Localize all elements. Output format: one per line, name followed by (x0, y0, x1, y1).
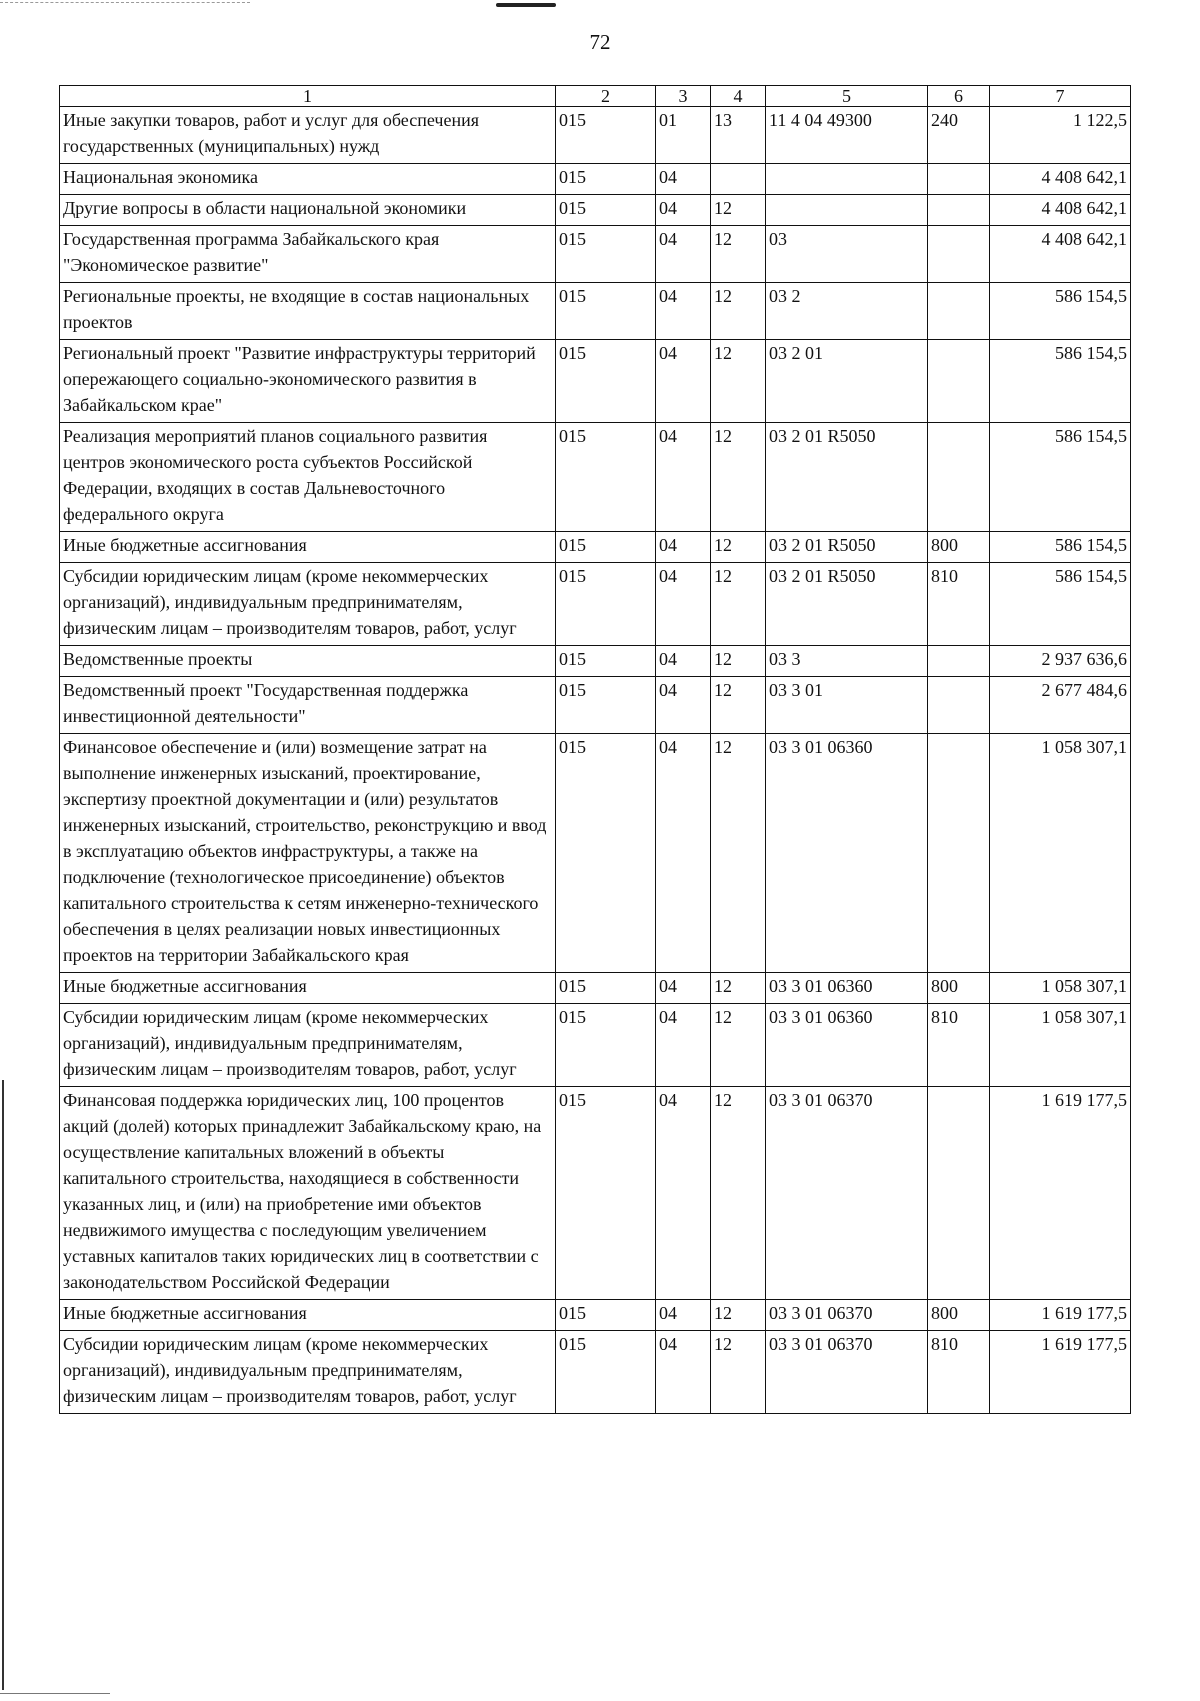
table-row (60, 734, 1131, 973)
target-article-cell: 03 3 01 06360 (766, 734, 928, 973)
target-article-cell: 03 3 01 06370 (766, 1300, 928, 1331)
target-article-cell: 03 3 01 06370 (766, 1087, 928, 1300)
admin-code-cell: 015 (556, 646, 656, 677)
amount-cell: 2 677 484,6 (990, 677, 1131, 734)
subsection-cell: 12 (711, 973, 766, 1004)
section-cell: 04 (656, 1331, 711, 1414)
target-article-cell: 03 2 01 R5050 (766, 532, 928, 563)
table-row (60, 677, 1131, 734)
table-row (60, 423, 1131, 532)
expense-type-cell (928, 226, 990, 283)
row-name-cell: Национальная экономика (60, 164, 556, 195)
amount-cell: 4 408 642,1 (990, 226, 1131, 283)
scan-artifact-left-edge (2, 1080, 4, 1690)
section-cell: 04 (656, 283, 711, 340)
admin-code-cell: 015 (556, 164, 656, 195)
subsection-cell: 12 (711, 532, 766, 563)
admin-code-cell: 015 (556, 1300, 656, 1331)
table-row (60, 195, 1131, 226)
table-row (60, 107, 1131, 164)
expense-type-cell (928, 677, 990, 734)
expense-type-cell: 800 (928, 1300, 990, 1331)
row-name-cell: Финансовая поддержка юридических лиц, 100 процентов акций (долей) которых принадлежит Забайкальскому краю, на осуществление капитальных вложений в объекты капитального строительства, находящиеся в собственности указанных лиц, и (или) на приобретение ими объектов недвижимого имущества с последующим увеличением уставных капиталов таких юридических лиц в соответствии с законодательством Российской Федерации (60, 1087, 556, 1300)
target-article-cell: 03 3 01 06360 (766, 1004, 928, 1087)
amount-cell: 1 619 177,5 (990, 1087, 1131, 1300)
row-name-cell: Ведомственные проекты (60, 646, 556, 677)
section-cell: 04 (656, 532, 711, 563)
target-article-cell: 11 4 04 49300 (766, 107, 928, 164)
subsection-cell: 12 (711, 340, 766, 423)
section-cell: 01 (656, 107, 711, 164)
column-header: 4 (711, 86, 766, 107)
target-article-cell (766, 195, 928, 226)
expense-type-cell: 800 (928, 973, 990, 1004)
table-row (60, 563, 1131, 646)
target-article-cell: 03 3 01 06370 (766, 1331, 928, 1414)
section-cell: 04 (656, 340, 711, 423)
admin-code-cell: 015 (556, 423, 656, 532)
admin-code-cell: 015 (556, 195, 656, 226)
expense-type-cell (928, 1087, 990, 1300)
column-header: 7 (990, 86, 1131, 107)
admin-code-cell: 015 (556, 677, 656, 734)
amount-cell: 2 937 636,6 (990, 646, 1131, 677)
expense-type-cell: 800 (928, 532, 990, 563)
admin-code-cell: 015 (556, 107, 656, 164)
expense-type-cell (928, 734, 990, 973)
admin-code-cell: 015 (556, 1004, 656, 1087)
section-cell: 04 (656, 1004, 711, 1087)
amount-cell: 1 058 307,1 (990, 973, 1131, 1004)
expense-type-cell: 810 (928, 1331, 990, 1414)
subsection-cell: 12 (711, 283, 766, 340)
amount-cell: 586 154,5 (990, 340, 1131, 423)
section-cell: 04 (656, 973, 711, 1004)
amount-cell: 1 058 307,1 (990, 1004, 1131, 1087)
section-cell: 04 (656, 1300, 711, 1331)
column-header: 2 (556, 86, 656, 107)
row-name-cell: Субсидии юридическим лицам (кроме некоммерческих организаций), индивидуальным предпринимателям, физическим лицам – производителям товаров, работ, услуг (60, 1331, 556, 1414)
section-cell: 04 (656, 734, 711, 973)
subsection-cell: 12 (711, 1300, 766, 1331)
amount-cell: 586 154,5 (990, 563, 1131, 646)
table-row (60, 646, 1131, 677)
subsection-cell: 12 (711, 195, 766, 226)
subsection-cell: 12 (711, 1087, 766, 1300)
table-header-row (60, 86, 1131, 107)
section-cell: 04 (656, 164, 711, 195)
expense-type-cell (928, 340, 990, 423)
row-name-cell: Ведомственный проект "Государственная поддержка инвестиционной деятельности" (60, 677, 556, 734)
admin-code-cell: 015 (556, 1087, 656, 1300)
table-row (60, 1300, 1131, 1331)
target-article-cell: 03 2 01 (766, 340, 928, 423)
admin-code-cell: 015 (556, 734, 656, 973)
subsection-cell: 12 (711, 734, 766, 973)
subsection-cell: 12 (711, 646, 766, 677)
expense-type-cell (928, 164, 990, 195)
section-cell: 04 (656, 226, 711, 283)
admin-code-cell: 015 (556, 973, 656, 1004)
target-article-cell: 03 2 01 R5050 (766, 423, 928, 532)
amount-cell: 1 619 177,5 (990, 1300, 1131, 1331)
row-name-cell: Региональные проекты, не входящие в состав национальных проектов (60, 283, 556, 340)
table-row (60, 532, 1131, 563)
admin-code-cell: 015 (556, 340, 656, 423)
scan-artifact-bottom (0, 1693, 110, 1694)
subsection-cell: 13 (711, 107, 766, 164)
amount-cell: 1 122,5 (990, 107, 1131, 164)
section-cell: 04 (656, 423, 711, 532)
column-header: 3 (656, 86, 711, 107)
amount-cell: 4 408 642,1 (990, 164, 1131, 195)
expense-type-cell (928, 423, 990, 532)
expense-type-cell (928, 283, 990, 340)
table-row (60, 340, 1131, 423)
section-cell: 04 (656, 563, 711, 646)
row-name-cell: Реализация мероприятий планов социального развития центров экономического роста субъектов Российской Федерации, входящих в состав Дальневосточного федерального округа (60, 423, 556, 532)
target-article-cell: 03 2 (766, 283, 928, 340)
subsection-cell (711, 164, 766, 195)
column-header: 5 (766, 86, 928, 107)
column-header: 6 (928, 86, 990, 107)
table-row (60, 1004, 1131, 1087)
section-cell: 04 (656, 195, 711, 226)
expense-type-cell: 240 (928, 107, 990, 164)
target-article-cell: 03 3 01 (766, 677, 928, 734)
row-name-cell: Другие вопросы в области национальной экономики (60, 195, 556, 226)
row-name-cell: Иные бюджетные ассигнования (60, 1300, 556, 1331)
scan-artifact-top-left (0, 2, 250, 4)
budget-table (59, 85, 1131, 1414)
target-article-cell: 03 2 01 R5050 (766, 563, 928, 646)
row-name-cell: Иные бюджетные ассигнования (60, 973, 556, 1004)
amount-cell: 1 058 307,1 (990, 734, 1131, 973)
subsection-cell: 12 (711, 1331, 766, 1414)
admin-code-cell: 015 (556, 563, 656, 646)
admin-code-cell: 015 (556, 226, 656, 283)
row-name-cell: Субсидии юридическим лицам (кроме некоммерческих организаций), индивидуальным предпринимателям, физическим лицам – производителям товаров, работ, услуг (60, 1004, 556, 1087)
row-name-cell: Субсидии юридическим лицам (кроме некоммерческих организаций), индивидуальным предпринимателям, физическим лицам – производителям товаров, работ, услуг (60, 563, 556, 646)
section-cell: 04 (656, 1087, 711, 1300)
target-article-cell: 03 (766, 226, 928, 283)
expense-type-cell: 810 (928, 1004, 990, 1087)
admin-code-cell: 015 (556, 532, 656, 563)
amount-cell: 586 154,5 (990, 283, 1131, 340)
target-article-cell: 03 3 01 06360 (766, 973, 928, 1004)
scan-artifact-top (496, 3, 556, 7)
table-row (60, 1331, 1131, 1414)
subsection-cell: 12 (711, 677, 766, 734)
row-name-cell: Финансовое обеспечение и (или) возмещение затрат на выполнение инженерных изысканий, проектирование, экспертизу проектной документации и (или) результатов инженерных изысканий, строительство, реконструкцию и ввод в эксплуатацию объектов инфраструктуры, а также на подключение (технологическое присоединение) объектов капитального строительства к сетям инженерно-технического обеспечения в целях реализации новых инвестиционных проектов на территории Забайкальского края (60, 734, 556, 973)
table-row (60, 973, 1131, 1004)
admin-code-cell: 015 (556, 283, 656, 340)
amount-cell: 1 619 177,5 (990, 1331, 1131, 1414)
expense-type-cell (928, 646, 990, 677)
expense-type-cell: 810 (928, 563, 990, 646)
subsection-cell: 12 (711, 423, 766, 532)
amount-cell: 586 154,5 (990, 532, 1131, 563)
row-name-cell: Иные закупки товаров, работ и услуг для обеспечения государственных (муниципальных) нужд (60, 107, 556, 164)
table-row (60, 1087, 1131, 1300)
expense-type-cell (928, 195, 990, 226)
target-article-cell (766, 164, 928, 195)
section-cell: 04 (656, 646, 711, 677)
column-header: 1 (60, 86, 556, 107)
subsection-cell: 12 (711, 1004, 766, 1087)
row-name-cell: Государственная программа Забайкальского края "Экономическое развитие" (60, 226, 556, 283)
table-row (60, 164, 1131, 195)
amount-cell: 586 154,5 (990, 423, 1131, 532)
amount-cell: 4 408 642,1 (990, 195, 1131, 226)
page-number: 72 (589, 30, 611, 54)
target-article-cell: 03 3 (766, 646, 928, 677)
table-row (60, 226, 1131, 283)
subsection-cell: 12 (711, 226, 766, 283)
row-name-cell: Региональный проект "Развитие инфраструктуры территорий опережающего социально-экономического развития в Забайкальском крае" (60, 340, 556, 423)
row-name-cell: Иные бюджетные ассигнования (60, 532, 556, 563)
admin-code-cell: 015 (556, 1331, 656, 1414)
table-row (60, 283, 1131, 340)
section-cell: 04 (656, 677, 711, 734)
subsection-cell: 12 (711, 563, 766, 646)
